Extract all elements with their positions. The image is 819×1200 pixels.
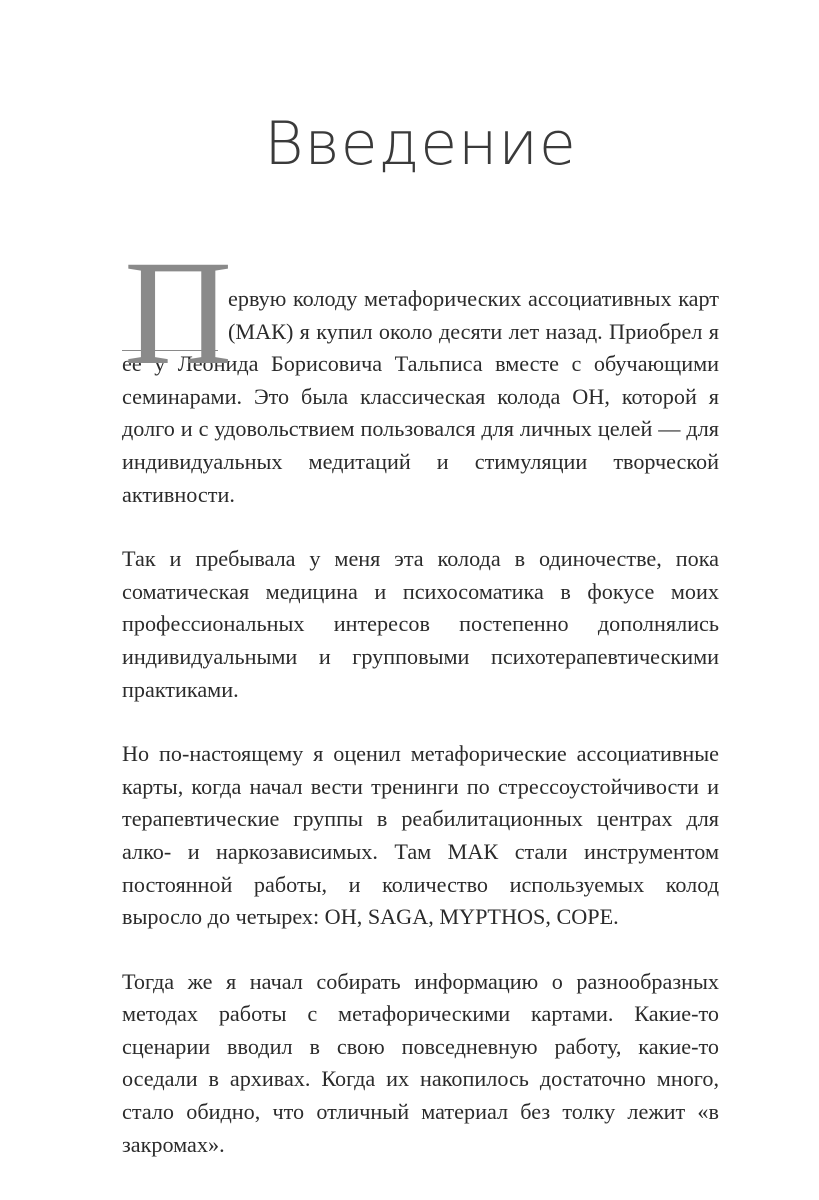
page-title: Введение bbox=[264, 109, 577, 179]
paragraph-2: Так и пребывала у меня эта колода в одиночестве, пока соматическая медицина и психосоматика в фокусе моих профессиональных интересов постепенно дополнялись индивидуальными и групповыми психотерапевтическими практиками. bbox=[122, 546, 719, 702]
paragraph-1-text: ервую колоду метафорических ассоциативных карт (МАК) я купил около десяти лет назад. Приобрел я ее у Леонида Борисовича Тальписа вместе с обучающими семинарами. Это была классическая колода OH, которой я долго и с удовольствием пользовался для личных целей — для индивидуальных медитаций и стимуляции творческой активности. bbox=[122, 286, 719, 507]
body-text bbox=[122, 230, 719, 1193]
paragraph-3: Но по-настоящему я оценил метафорические ассоциативные карты, когда начал вести тренинги по стрессоустойчивости и терапевтические группы в реабилитационных центрах для алко- и наркозависимых. Там МАК стали инструментом постоянной работы, и количество используемых колод выросло до четырех: OH, SAGA, MYPTHOS, COPE. bbox=[122, 741, 719, 930]
drop-cap-block bbox=[122, 230, 233, 396]
paragraph-4: Тогда же я начал собирать информацию о разнообразных методах работы с метафорическими картами. Какие-то сценарии вводил в свою повседневную работу, какие-то оседали в архивах. Когда их накопилось достаточно много, стало обидно, что отличный материал без толку лежит «в закромах». bbox=[122, 968, 719, 1157]
drop-cap-rule bbox=[122, 350, 218, 351]
drop-cap: П bbox=[124, 230, 233, 396]
paragraph-1 bbox=[122, 230, 719, 511]
